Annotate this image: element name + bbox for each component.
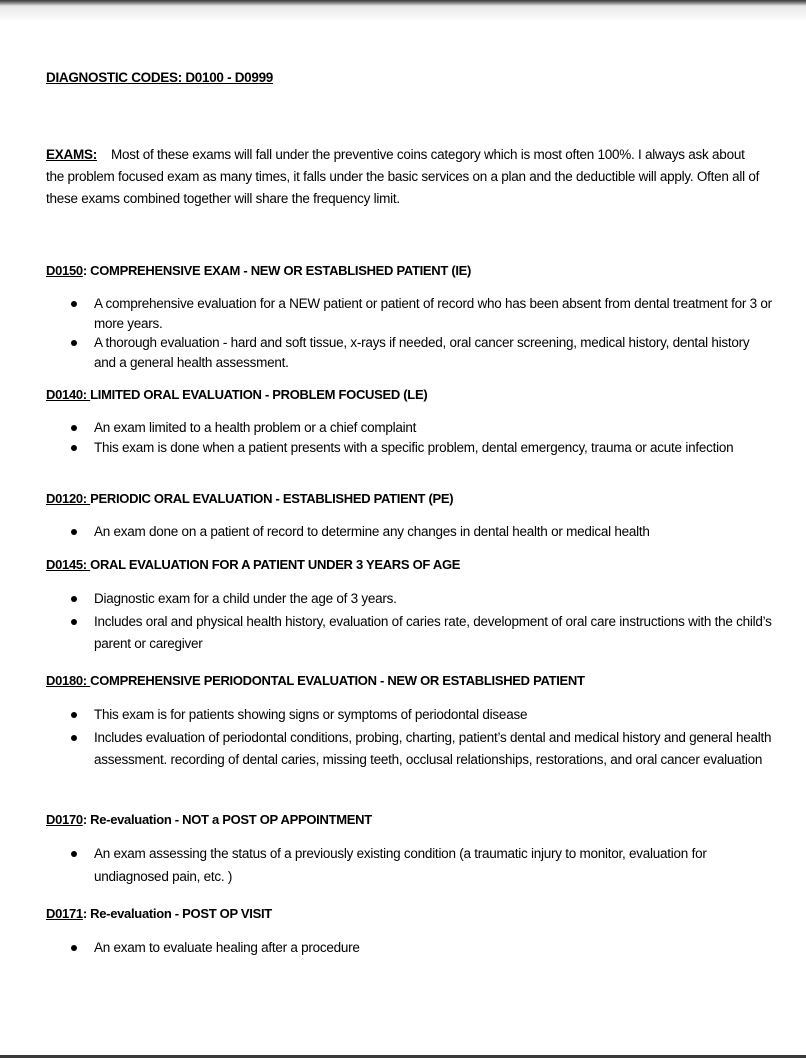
procedure-title: PERIODIC ORAL EVALUATION - ESTABLISHED PATIENT (PE) <box>90 491 454 506</box>
procedure-title: : Re-evaluation - NOT a POST OP APPOINTMENT <box>82 812 372 827</box>
bullet-list <box>46 522 776 542</box>
list-item <box>46 418 774 438</box>
list-item-text: An exam assessing the status of a previously existing condition (a traumatic injury to monitor, evaluation for undiagnosed pain, etc. ) <box>94 846 707 884</box>
procedure-code: D0171 <box>46 906 83 921</box>
list-item <box>46 333 774 372</box>
section-d0171 <box>46 905 776 960</box>
bullet-icon <box>71 851 77 857</box>
list-item-text: This exam is for patients showing signs or symptoms of periodontal disease <box>94 707 528 722</box>
procedure-code: D0180: <box>46 673 91 688</box>
list-item <box>46 438 774 458</box>
section-heading <box>46 490 776 508</box>
bullet-icon <box>71 596 77 602</box>
procedure-title: LIMITED ORAL EVALUATION - PROBLEM FOCUSED (LE) <box>90 387 428 402</box>
list-item-text: Includes evaluation of periodontal conditions, probing, charting, patient’s dental and medical history and general health assessment. recording of dental caries, missing teeth, occlusal relationships, restorations, and oral cancer evaluation <box>94 729 772 767</box>
section-heading <box>46 905 776 923</box>
list-item <box>46 611 774 656</box>
bullet-icon <box>71 945 77 951</box>
bullet-icon <box>71 735 77 741</box>
section-heading <box>46 672 776 690</box>
procedure-code: D0140: <box>46 387 91 402</box>
bullet-icon <box>71 619 77 625</box>
list-item-text: An exam limited to a health problem or a chief complaint <box>94 420 417 435</box>
procedure-code: D0145: <box>46 557 91 572</box>
list-item-text: Diagnostic exam for a child under the age of 3 years. <box>94 591 397 606</box>
list-item <box>46 294 774 333</box>
section-heading <box>46 556 776 574</box>
section-d0170 <box>46 811 776 888</box>
procedure-title: : Re-evaluation - POST OP VISIT <box>82 906 272 921</box>
exams-label: EXAMS: <box>46 147 98 162</box>
section-d0120 <box>46 490 776 542</box>
list-item-text: A comprehensive evaluation for a NEW patient or patient of record who has been absent from dental treatment for 3 or more years. <box>94 296 772 331</box>
section-heading <box>46 386 776 404</box>
procedure-title: ORAL EVALUATION FOR A PATIENT UNDER 3 YEARS OF AGE <box>90 557 461 572</box>
bullet-list <box>46 588 776 656</box>
procedure-code: D0150 <box>46 263 83 278</box>
bullet-icon <box>71 445 77 451</box>
list-item <box>46 937 774 960</box>
list-item <box>46 727 774 772</box>
window-top-edge <box>0 0 806 22</box>
procedure-title: : COMPREHENSIVE EXAM - NEW OR ESTABLISHED PATIENT (IE) <box>82 263 472 278</box>
list-item <box>46 522 774 542</box>
bullet-icon <box>71 301 77 307</box>
section-d0150 <box>46 262 776 372</box>
bullet-list <box>46 843 776 888</box>
bullet-list <box>46 294 776 372</box>
section-d0145 <box>46 556 776 656</box>
procedure-title: COMPREHENSIVE PERIODONTAL EVALUATION - NEW OR ESTABLISHED PATIENT <box>90 673 585 688</box>
procedure-code: D0170 <box>46 812 83 827</box>
procedure-code: D0120: <box>46 491 91 506</box>
bullet-icon <box>71 340 77 346</box>
section-heading <box>46 262 776 280</box>
list-item-text: An exam to evaluate healing after a procedure <box>94 940 360 955</box>
bullet-icon <box>71 425 77 431</box>
list-item-text: An exam done on a patient of record to determine any changes in dental health or medical health <box>94 524 650 539</box>
list-item-text: Includes oral and physical health history, evaluation of caries rate, development of oral care instructions with the child’s parent or caregiver <box>94 613 772 651</box>
list-item <box>46 843 774 888</box>
bullet-list <box>46 704 776 772</box>
list-item <box>46 704 774 727</box>
bullet-list <box>46 418 776 457</box>
list-item-text: This exam is done when a patient presents with a specific problem, dental emergency, trauma or acute infection <box>94 439 734 455</box>
list-item <box>46 588 774 611</box>
section-d0180 <box>46 672 776 772</box>
document-title: DIAGNOSTIC CODES: D0100 - D0999 <box>46 70 274 85</box>
exams-intro-text: Most of these exams will fall under the preventive coins category which is most often 100%. I always ask about the problem focused exam as many times, it falls under the basic services on a plan and the deductible will apply. Often all of these exams combined together will share the frequency limit. <box>46 147 760 206</box>
section-d0140 <box>46 386 776 457</box>
bullet-icon <box>71 529 77 535</box>
section-heading <box>46 811 776 829</box>
bullet-icon <box>71 712 77 718</box>
bullet-list <box>46 937 776 960</box>
list-item-text: A thorough evaluation - hard and soft tissue, x-rays if needed, oral cancer screening, medical history, dental history and a general health assessment. <box>94 335 750 370</box>
exams-intro-paragraph <box>46 144 766 210</box>
